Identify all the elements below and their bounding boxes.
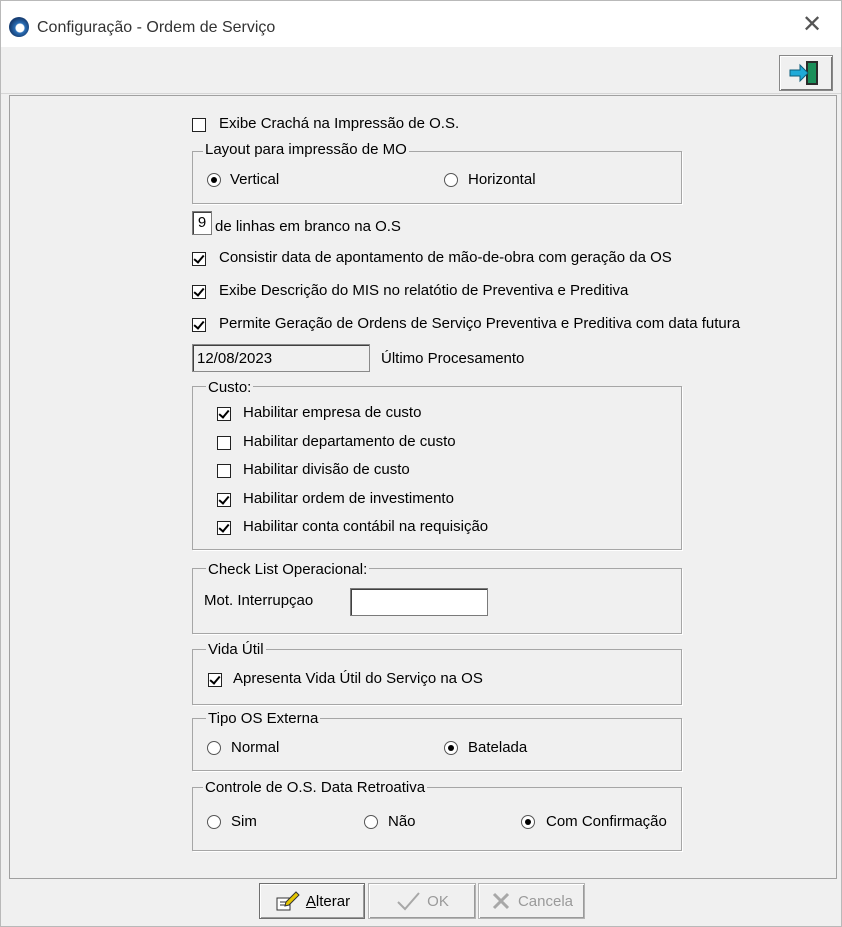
edit-pencil-icon: [274, 890, 300, 912]
custo-divisao-checkbox[interactable]: [217, 464, 231, 478]
controle-nao-radio[interactable]: [364, 815, 378, 829]
custo-investimento-label: Habilitar ordem de investimento: [243, 490, 454, 507]
tipo-batelada-label: Batelada: [468, 739, 528, 756]
custo-investimento-checkbox[interactable]: [217, 493, 231, 507]
controle-group-title: Controle de O.S. Data Retroativa: [205, 779, 426, 796]
mot-interrupcao-input[interactable]: [350, 588, 488, 616]
button-bar: [1, 879, 841, 926]
exibe-descricao-checkbox[interactable]: [192, 285, 206, 299]
vida-util-label: Apresenta Vida Útil do Serviço na OS: [233, 670, 483, 687]
vida-util-group-title: Vida Útil: [208, 641, 264, 658]
cancel-x-icon: [490, 890, 512, 912]
exibe-descricao-label: Exibe Descrição do MIS no relatótio de Preventiva e Preditiva: [219, 282, 629, 299]
controle-sim-radio[interactable]: [207, 815, 221, 829]
exit-button[interactable]: [779, 55, 833, 91]
close-icon[interactable]: ✕: [801, 11, 823, 38]
tipo-batelada-radio[interactable]: [444, 741, 458, 755]
custo-empresa-label: Habilitar empresa de custo: [243, 404, 422, 421]
ok-label: OK: [427, 892, 449, 910]
tipo-normal-label: Normal: [231, 739, 280, 756]
alterar-label: Alterar: [305, 892, 351, 910]
custo-departamento-label: Habilitar departamento de custo: [243, 433, 456, 450]
mot-interrupcao-label: Mot. Interrupçao: [204, 592, 314, 609]
custo-divisao-label: Habilitar divisão de custo: [243, 461, 410, 478]
layout-vertical-radio[interactable]: [207, 173, 221, 187]
ultimo-processamento-field: 12/08/2023: [192, 344, 370, 372]
exibe-cracha-checkbox[interactable]: [192, 118, 206, 132]
custo-conta-contabil-label: Habilitar conta contábil na requisição: [243, 518, 489, 535]
checkmark-icon: [395, 890, 421, 912]
ok-button[interactable]: [368, 883, 476, 919]
linhas-branco-input[interactable]: 9: [192, 211, 212, 235]
tipo-os-group-title: Tipo OS Externa: [208, 710, 319, 727]
vida-util-checkbox[interactable]: [208, 673, 222, 687]
checklist-group-title: Check List Operacional:: [208, 561, 368, 578]
consistir-data-label: Consistir data de apontamento de mão-de-obra com geração da OS: [219, 249, 672, 266]
window-title: Configuração - Ordem de Serviço: [37, 19, 276, 36]
layout-group-title: Layout para impressão de MO: [205, 141, 407, 158]
layout-vertical-label: Vertical: [230, 171, 280, 188]
cancela-label: Cancela: [517, 892, 574, 910]
layout-horizontal-label: Horizontal: [468, 171, 536, 188]
custo-empresa-checkbox[interactable]: [217, 407, 231, 421]
title-bar: [1, 1, 841, 47]
toolbar: [1, 47, 841, 94]
exibe-cracha-label: Exibe Crachá na Impressão de O.S.: [219, 115, 460, 132]
controle-nao-label: Não: [388, 813, 416, 830]
custo-departamento-checkbox[interactable]: [217, 436, 231, 450]
settings-panel: [9, 95, 837, 879]
ultimo-processamento-label: Último Procesamento: [381, 350, 525, 367]
cancela-button[interactable]: [478, 883, 585, 919]
controle-com-confirmacao-label: Com Confirmação: [546, 813, 667, 830]
custo-conta-contabil-checkbox[interactable]: [217, 521, 231, 535]
alterar-button[interactable]: [259, 883, 365, 919]
custo-group-title: Custo:: [208, 379, 252, 396]
app-logo-icon: [9, 17, 29, 37]
controle-com-confirmacao-radio[interactable]: [521, 815, 535, 829]
controle-sim-label: Sim: [231, 813, 257, 830]
layout-horizontal-radio[interactable]: [444, 173, 458, 187]
linhas-branco-label: de linhas em branco na O.S: [215, 218, 401, 235]
permite-geracao-checkbox[interactable]: [192, 318, 206, 332]
consistir-data-checkbox[interactable]: [192, 252, 206, 266]
permite-geracao-label: Permite Geração de Ordens de Serviço Preventiva e Preditiva com data futura: [219, 315, 741, 332]
tipo-normal-radio[interactable]: [207, 741, 221, 755]
exit-door-icon: [780, 56, 832, 90]
